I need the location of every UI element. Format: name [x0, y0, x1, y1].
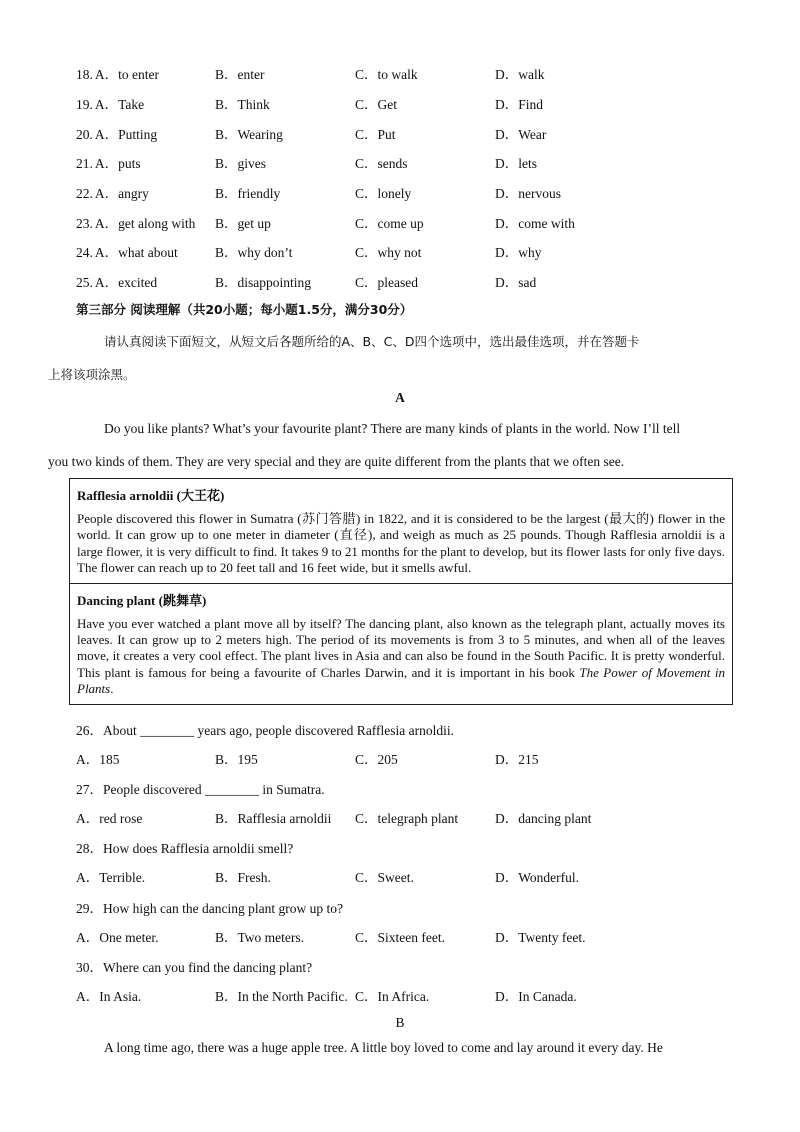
book-title: The Power of Movement in Plants	[77, 664, 725, 697]
option-row	[76, 926, 736, 946]
dancing-plant-title: Dancing plant (跳舞草)	[77, 592, 207, 608]
option-c: C．Sixteen feet.	[355, 930, 445, 945]
option-row	[76, 866, 736, 886]
option-b: B．Rafflesia arnoldii	[215, 811, 332, 826]
option-a: A．Terrible.	[76, 870, 146, 885]
passage-b-text: A long time ago, there was a huge apple tree. A little boy loved to come and lay around it every day. He	[104, 1040, 663, 1055]
option-b: B．Wearing	[215, 127, 283, 142]
option-a-text: A．what about	[94, 245, 178, 260]
dancing-plant-end: .	[110, 681, 114, 697]
option-d: D．lets	[495, 156, 537, 171]
dancing-plant-section	[70, 583, 732, 704]
question-number: 25.	[76, 275, 93, 290]
option-a-text: A．Take	[94, 97, 145, 112]
option-c: C．come up	[355, 216, 424, 231]
option-c: C．205	[355, 752, 398, 767]
option-c: C．Sweet.	[355, 870, 414, 885]
option-b: B．why don’t	[215, 245, 293, 260]
option-d: D．Twenty feet.	[495, 930, 586, 945]
option-d: D．nervous	[495, 186, 561, 201]
option-c: C．to walk	[355, 67, 418, 82]
option-a: A．185	[76, 752, 120, 767]
option-b: B．friendly	[215, 186, 281, 201]
option-a	[76, 182, 149, 202]
question-stem: 29．How high can the dancing plant grow up to?	[76, 901, 343, 916]
option-b: B．gives	[215, 156, 267, 171]
option-c: C．Put	[355, 127, 396, 142]
option-a-text: A．to enter	[94, 67, 159, 82]
option-a	[76, 123, 157, 143]
option-row	[76, 123, 736, 143]
question-number: 19.	[76, 97, 93, 112]
option-row	[76, 807, 736, 827]
plants-info-box	[69, 478, 733, 705]
option-c: C．sends	[355, 156, 408, 171]
option-d: D．sad	[495, 275, 537, 290]
option-c: C．Get	[355, 97, 397, 112]
question-stem: 30．Where can you find the dancing plant?	[76, 960, 313, 975]
option-b: B．Think	[215, 97, 270, 112]
option-c: C．pleased	[355, 275, 418, 290]
dancing-plant-body: Have you ever watched a plant move all by itself? The dancing plant, also known as the telegraph plant, actually moves its leaves. It can grow up to 2 meters high. The period of its movements is from 3 to 5 minutes, and when all of the leaves move, it creates a very cool effect. The plant lives in Asia and can also be found in the South Pacific. It is pretty wonderful. This plant is famous for being a favourite of Charles Darwin, and it is important in his book	[77, 615, 725, 680]
question-number: 20.	[76, 127, 93, 142]
option-d: D．Wear	[495, 127, 547, 142]
passage-a-intro	[48, 412, 724, 478]
option-a-text: A．puts	[94, 156, 141, 171]
option-row	[76, 182, 736, 202]
section-3-title: 第三部分 阅读理解（共20小题；每小题1.5分，满分30分）	[76, 302, 413, 317]
question-number: 24.	[76, 245, 93, 260]
option-row	[76, 63, 736, 83]
option-b: B．Two meters.	[215, 930, 305, 945]
option-a: A．In Asia.	[76, 989, 142, 1004]
option-c: C．telegraph plant	[355, 811, 459, 826]
option-a	[76, 271, 157, 291]
question-number: 18.	[76, 67, 93, 82]
rafflesia-section	[70, 479, 732, 583]
option-c: C．why not	[355, 245, 422, 260]
option-d: D．215	[495, 752, 539, 767]
rafflesia-text: People discovered this flower in Sumatra (苏门答腊) in 1822, and it is considered to be the largest (最大的) flower in the world. It can grow up to one meter in diameter (直径), and weigh as much as 25 pounds. Though Rafflesia arnoldii is a large flower, it is very difficult to find. It takes 9 to 21 months for the plant to develop, but its flower lasts for only five days. The flower can reach up to 20 feet tall and 16 feet wide, but it smells awful.	[77, 511, 725, 576]
question-stem: 28．How does Rafflesia arnoldii smell?	[76, 841, 294, 856]
option-d: D．Find	[495, 97, 544, 112]
passage-b-letter: B	[395, 1015, 405, 1030]
passage-a-letter: A	[395, 390, 405, 405]
option-a: A．red rose	[76, 811, 143, 826]
option-c: C．lonely	[355, 186, 412, 201]
option-d: D．dancing plant	[495, 811, 592, 826]
option-a	[76, 152, 141, 172]
option-row	[76, 748, 736, 768]
option-b: B．get up	[215, 216, 271, 231]
option-b: B．195	[215, 752, 258, 767]
question-stem: 26．About ________ years ago, people discovered Rafflesia arnoldii.	[76, 723, 455, 738]
option-b: B．enter	[215, 67, 265, 82]
option-a	[76, 241, 178, 261]
option-a-text: A．excited	[94, 275, 158, 290]
dancing-plant-text	[77, 616, 725, 698]
option-a-text: A．Putting	[94, 127, 158, 142]
option-row	[76, 271, 736, 291]
option-d: D．why	[495, 245, 542, 260]
option-row	[76, 241, 736, 261]
instruction-line-1: 请认真阅读下面短文，从短文后各题所给的A、B、C、D四个选项中，选出最佳选项，并在答题卡	[104, 334, 640, 349]
option-row	[76, 152, 736, 172]
question-stem: 27．People discovered ________ in Sumatra.	[76, 782, 325, 797]
option-c: C．In Africa.	[355, 989, 430, 1004]
option-a-text: A．angry	[94, 186, 149, 201]
intro-line-1: Do you like plants? What’s your favourite plant? There are many kinds of plants in the world. Now I’ll tell	[104, 421, 681, 436]
option-a	[76, 63, 159, 83]
option-row	[76, 212, 736, 232]
option-a	[76, 93, 144, 113]
question-number: 22.	[76, 186, 93, 201]
option-row	[76, 985, 736, 1005]
option-d: D．In Canada.	[495, 989, 577, 1004]
option-a: A．One meter.	[76, 930, 159, 945]
option-a	[76, 212, 195, 232]
rafflesia-title: Rafflesia arnoldii (大王花)	[77, 488, 225, 503]
option-d: D．walk	[495, 67, 545, 82]
option-a-text: A．get along with	[94, 216, 196, 231]
instruction-line-2: 上将该项涂黑。	[48, 367, 136, 382]
option-d: D．Wonderful.	[495, 870, 580, 885]
option-row	[76, 93, 736, 113]
question-number: 23.	[76, 216, 93, 231]
question-number: 21.	[76, 156, 93, 171]
option-d: D．come with	[495, 216, 575, 231]
option-b: B．disappointing	[215, 275, 312, 290]
option-b: B．Fresh.	[215, 870, 271, 885]
instructions	[48, 325, 724, 391]
intro-line-2: you two kinds of them. They are very special and they are quite different from the plants that we often see.	[48, 454, 625, 469]
option-b: B．In the North Pacific.	[215, 989, 348, 1004]
